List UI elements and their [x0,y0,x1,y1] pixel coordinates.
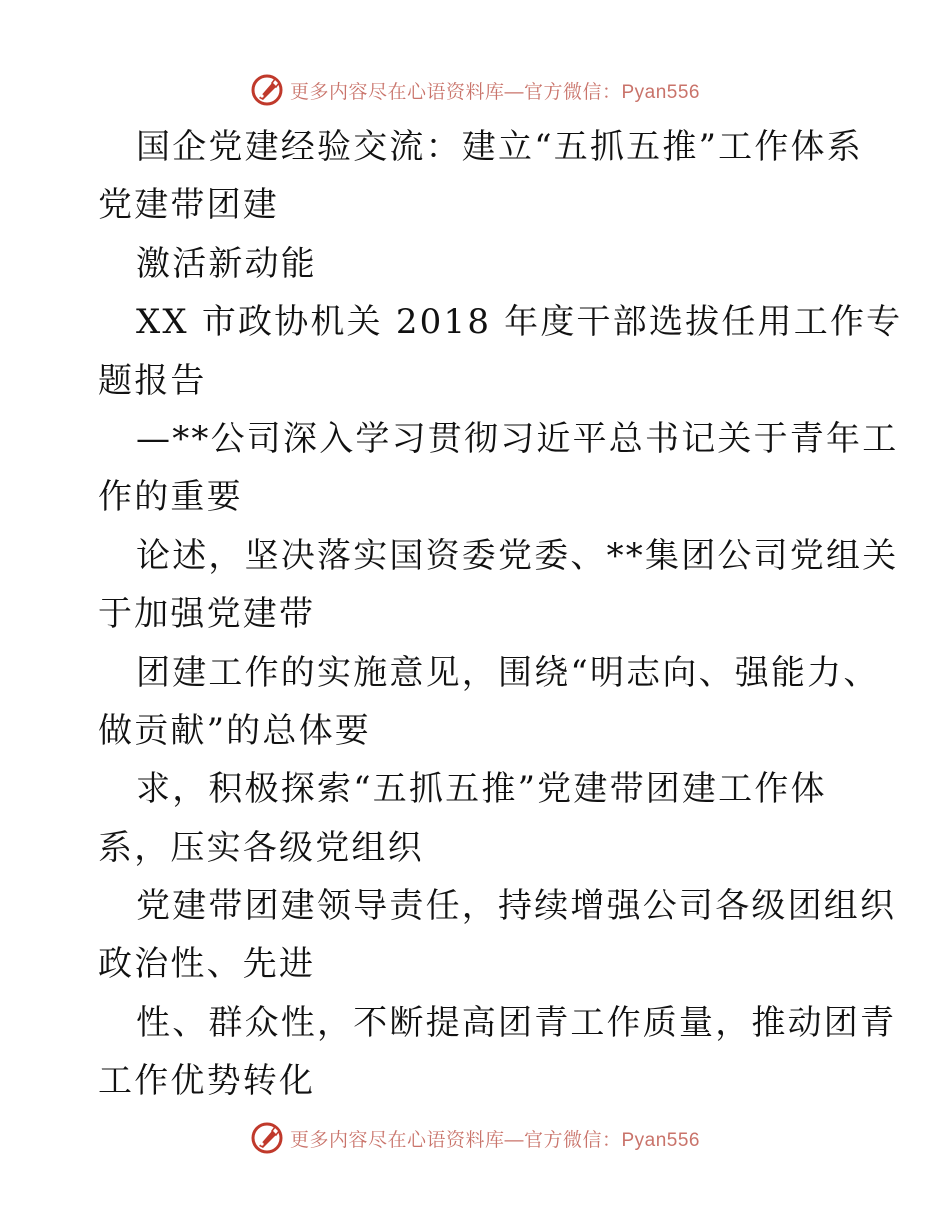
pen-nib-logo-icon [250,73,284,107]
text-line: 论述，坚决落实国资委党委、**集团公司党组关 [136,535,899,576]
text-line: 求，积极探索“五抓五推”党建带团建工作体 [136,769,827,810]
text-line: 于加强党建带 [98,594,316,635]
text-line: 团建工作的实施意见，围绕“明志向、强能力、 [136,652,880,693]
watermark-text: 更多内容尽在心语资料库—官方微信：Pyan556 [289,1129,700,1151]
text-line: XX 市政协机关 2018 年度干部选拔任用工作专 [136,302,903,343]
text-line: 党建带团建领导责任，持续增强公司各级团组织 [136,886,897,927]
watermark-header [0,70,950,110]
text-line: 激活新动能 [136,243,317,284]
pen-nib-logo-icon [250,1121,284,1155]
text-line: 题报告 [98,360,207,401]
watermark-text: 更多内容尽在心语资料库—官方微信：Pyan556 [289,81,700,103]
watermark-footer [0,1118,950,1158]
text-line: 作的重要 [98,477,243,518]
text-line: 工作优势转化 [98,1061,316,1102]
document-body [98,118,903,1111]
text-line: 性、群众性，不断提高团青工作质量，推动团青 [136,1002,897,1043]
text-line: 国企党建经验交流：建立“五抓五推”工作体系 [136,127,863,167]
text-line: 政治性、先进 [98,944,316,985]
text-line: 党建带团建 [98,185,279,226]
text-line: 系，压实各级党组织 [98,827,424,868]
text-line: 做贡献”的总体要 [98,710,371,751]
text-line: —**公司深入学习贯彻习近平总书记关于青年工 [136,418,899,459]
